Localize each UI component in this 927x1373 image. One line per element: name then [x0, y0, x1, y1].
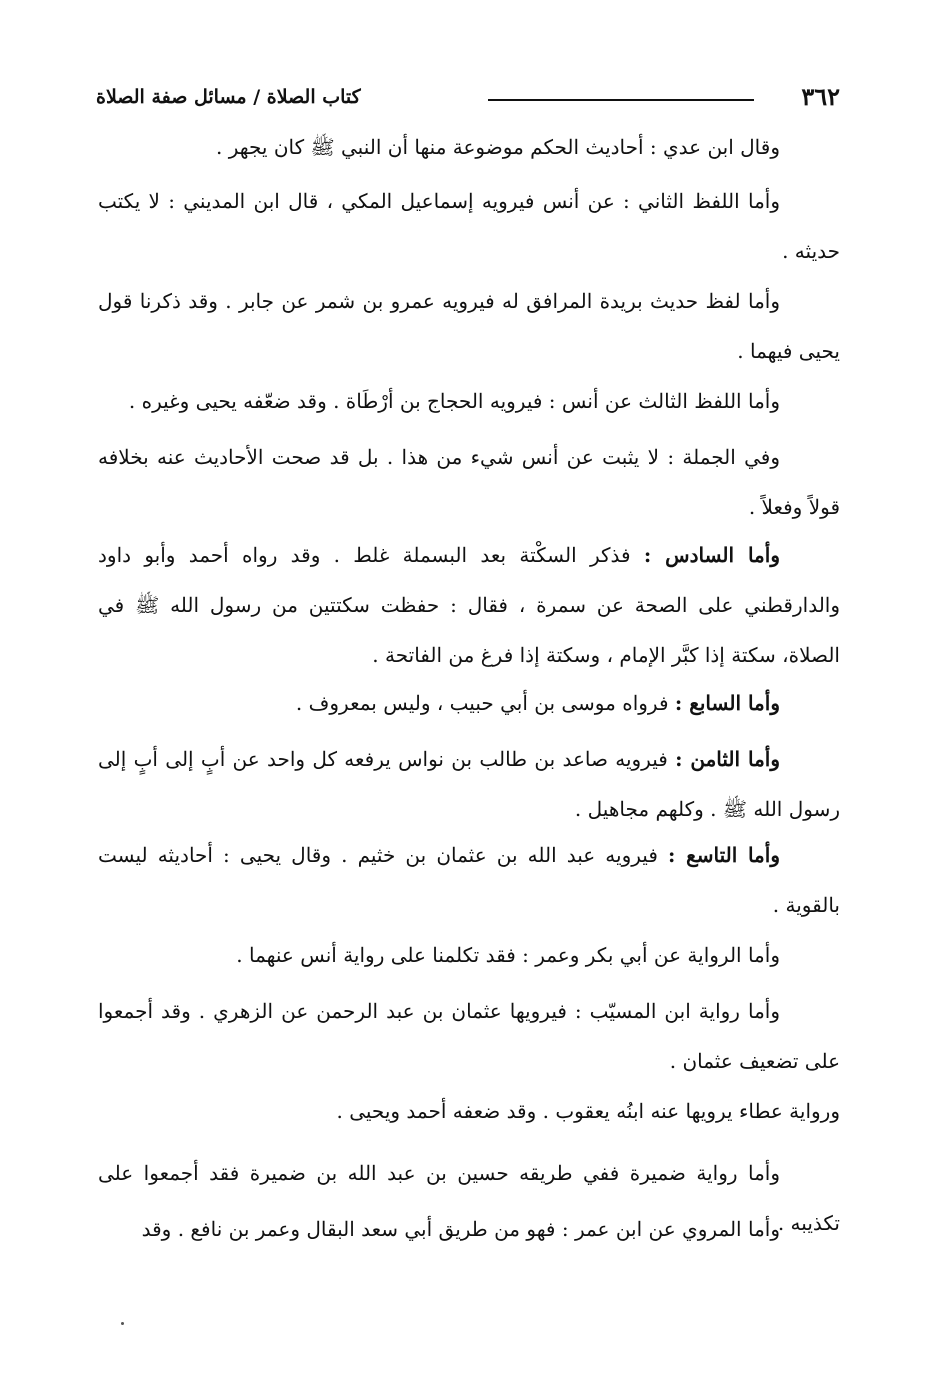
page-header — [96, 82, 840, 116]
ink-speck — [121, 1322, 124, 1325]
paragraph: وفي الجملة : لا يثبت عن أنس شيء من هذا . بل قد صحت الأحاديث عنه بخلافه قولاً وفعلاً . — [98, 445, 840, 519]
paragraph: وأما رواية ابن المسيّب : فيرويها عثمان بن عبد الرحمن عن الزهري . وقد أجمعوا على تضعيف عثمان . — [98, 999, 840, 1073]
running-title: كتاب الصلاة / مسائل صفة الصلاة — [96, 86, 361, 108]
paragraph: وأما اللفظ الثالث عن أنس : فيرويه الحجاج بن أرْطَاة . وقد ضعّفه يحيى وغيره . — [128, 389, 780, 413]
paragraph: وأما السابع : فرواه موسى بن أبي حبيب ، وليس بمعروف . — [295, 691, 780, 715]
page-number: ٣٦٢ — [801, 82, 840, 111]
paragraph: وأما المروي عن ابن عمر : فهو من طريق أبي سعد البقال وعمر بن نافع . وقد — [141, 1217, 780, 1241]
paragraph: وقال ابن عدي : أحاديث الحكم موضوعة منها أن النبي ﷺ كان يجهر . — [216, 135, 780, 159]
paragraph: وأما التاسع : فيرويه عبد الله بن عثمان بن خثيم . وقال يحيى : أحاديثه ليست بالقوية . — [98, 843, 840, 917]
paragraph: وأما الرواية عن أبي بكر وعمر : فقد تكلمنا على رواية أنس عنهما . — [236, 943, 780, 967]
paragraph: ورواية عطاء يرويها عنه ابنُه يعقوب . وقد ضعفه أحمد ويحيى . — [336, 1099, 840, 1123]
paragraph: وأما رواية ضميرة ففي طريقه حسين بن عبد الله بن ضميرة فقد أجمعوا على تكذيبه . — [98, 1161, 840, 1235]
header-rule — [488, 99, 754, 101]
paragraph: وأما اللفظ الثاني : عن أنس فيرويه إسماعيل المكي ، قال ابن المديني : لا يكتب حديثه . — [98, 189, 840, 263]
paragraph: وأما السادس : فذكر السكْتة بعد البسملة غلط . وقد رواه أحمد وأبو داود والدارقطني على الصحة عن سمرة ، فقال : حفظت سكتتين من رسول الله ﷺ في الصلاة، سكتة إذا كبَّر الإمام ، وسكتة إذا فرغ من الفاتحة . — [98, 543, 840, 667]
paragraph: وأما الثامن : فيرويه صاعد بن طالب بن نواس يرفعه كل واحد عن أبٍ إلى أبٍ إلى رسول الله ﷺ . وكلهم مجاهيل . — [98, 747, 840, 821]
paragraph: وأما لفظ حديث بريدة المرافق له فيرويه عمرو بن شمر عن جابر . وقد ذكرنا قول يحيى فيهما . — [98, 289, 840, 363]
